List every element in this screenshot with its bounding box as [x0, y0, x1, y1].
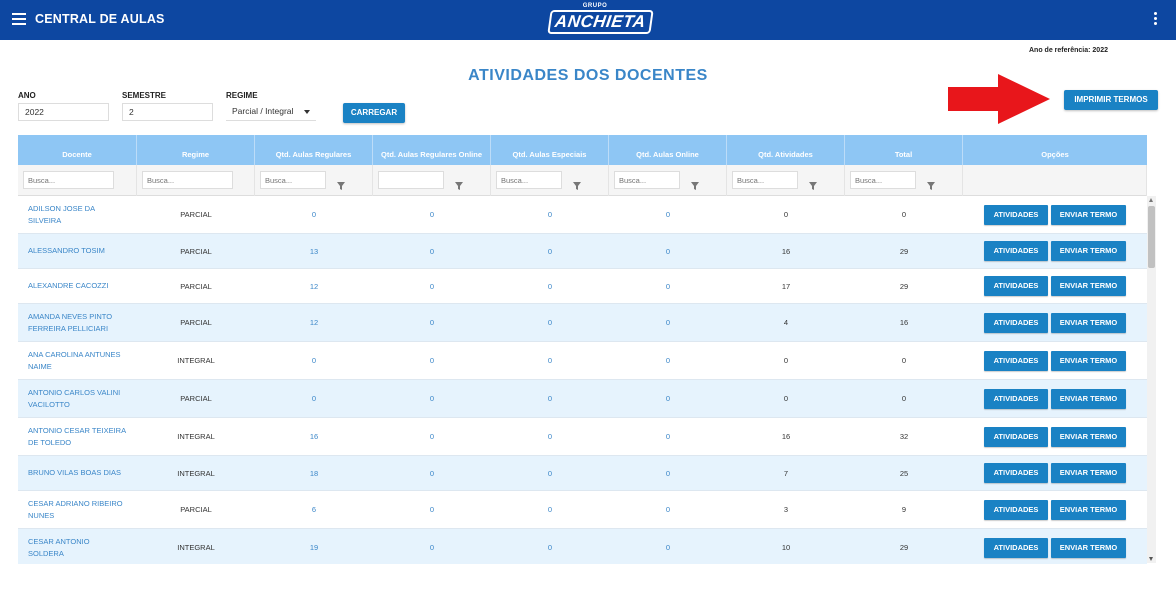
cell-qtd-aulas-regulares[interactable]: 12: [309, 281, 319, 291]
search-input-regime[interactable]: [142, 171, 233, 189]
cell-total: 29: [899, 281, 909, 291]
cell-qtd-aulas-especiais[interactable]: 0: [547, 356, 553, 365]
enviar-termo-button[interactable]: ENVIAR TERMO: [1051, 538, 1126, 558]
cell-qtd-aulas-regulares-online[interactable]: 0: [429, 318, 435, 327]
cell-qtd-aulas-especiais[interactable]: 0: [547, 543, 553, 552]
imprimir-termos-button[interactable]: IMPRIMIR TERMOS: [1064, 90, 1158, 110]
cell-opcoes: [963, 234, 1147, 268]
cell-qtd-atividades: 0: [783, 394, 789, 403]
table-row: [18, 342, 1147, 380]
atividades-button[interactable]: ATIVIDADES: [984, 313, 1048, 333]
cell-qtd-aulas-online[interactable]: 0: [665, 432, 671, 441]
cell-opcoes: [963, 269, 1147, 303]
enviar-termo-button[interactable]: ENVIAR TERMO: [1051, 205, 1126, 225]
cell-qtd-atividades: 16: [781, 432, 791, 441]
column-header-opcoes[interactable]: [963, 135, 1147, 165]
column-header-docente[interactable]: [18, 135, 137, 165]
column-header-label: Opções: [1041, 150, 1069, 159]
cell-qtd-atividades: 3: [783, 505, 789, 514]
column-header-label: Qtd. Aulas Regulares Online: [381, 150, 482, 159]
atividades-button[interactable]: ATIVIDADES: [984, 500, 1048, 520]
cell-docente[interactable]: BRUNO VILAS BOAS DIAS: [28, 468, 121, 477]
cell-total: 16: [899, 318, 909, 327]
cell-opcoes: [963, 418, 1147, 455]
table-row: [18, 380, 1147, 418]
filter-cell-docente: [18, 165, 137, 196]
enviar-termo-button[interactable]: ENVIAR TERMO: [1051, 241, 1126, 261]
semestre-label: SEMESTRE: [122, 91, 167, 100]
column-header-qtd-aulas-regulares[interactable]: [255, 135, 373, 165]
logo-small-text: GRUPO: [582, 3, 608, 9]
cell-regime: INTEGRAL: [177, 356, 215, 365]
filter-cell-qtd-aulas-regulares: [255, 165, 373, 196]
cell-qtd-aulas-online[interactable]: 0: [665, 281, 671, 291]
search-input-qtd-aulas-regulares[interactable]: [260, 171, 326, 189]
cell-qtd-aulas-especiais[interactable]: 0: [547, 432, 553, 441]
reference-year: Ano de referência: 2022: [1029, 47, 1108, 54]
cell-qtd-aulas-regulares-online[interactable]: 0: [429, 543, 435, 552]
cell-qtd-aulas-especiais[interactable]: 0: [547, 505, 553, 514]
column-header-label: Total: [894, 150, 913, 159]
filter-cell-qtd-aulas-online: [609, 165, 727, 196]
table-row: [18, 491, 1147, 529]
cell-opcoes: [963, 304, 1147, 341]
cell-total: 25: [899, 468, 909, 478]
search-input-qtd-atividades[interactable]: [732, 171, 798, 189]
cell-qtd-aulas-especiais[interactable]: 0: [547, 394, 553, 403]
filter-cell-total: [845, 165, 963, 196]
cell-qtd-aulas-regulares[interactable]: 19: [309, 543, 319, 552]
cell-qtd-aulas-regulares-online[interactable]: 0: [429, 394, 435, 403]
cell-qtd-aulas-online[interactable]: 0: [665, 210, 671, 219]
column-header-label: Qtd. Aulas Online: [636, 150, 699, 159]
cell-regime: INTEGRAL: [177, 432, 215, 441]
cell-qtd-aulas-regulares-online[interactable]: 0: [429, 432, 435, 441]
table-scrollbar[interactable]: [1147, 196, 1156, 563]
cell-docente[interactable]: ANTONIO CESAR TEIXEIRA DE TOLEDO: [28, 425, 126, 447]
enviar-termo-button[interactable]: ENVIAR TERMO: [1051, 500, 1126, 520]
cell-qtd-aulas-regulares[interactable]: 0: [311, 356, 317, 365]
filter-cell-opcoes: [963, 165, 1147, 196]
cell-qtd-aulas-regulares-online[interactable]: 0: [429, 246, 435, 256]
column-header-qtd-aulas-online[interactable]: [609, 135, 727, 165]
atividades-button[interactable]: ATIVIDADES: [984, 241, 1048, 261]
cell-qtd-atividades: 7: [783, 468, 789, 478]
enviar-termo-button[interactable]: ENVIAR TERMO: [1051, 351, 1126, 371]
semestre-input[interactable]: 2: [122, 103, 213, 121]
cell-regime: PARCIAL: [180, 318, 212, 327]
cell-qtd-atividades: 0: [783, 356, 789, 365]
cell-qtd-aulas-online[interactable]: 0: [665, 505, 671, 514]
cell-qtd-atividades: 16: [781, 246, 791, 256]
grupo-anchieta-logo: [549, 2, 647, 36]
atividades-button[interactable]: ATIVIDADES: [984, 538, 1048, 558]
table-row: [18, 418, 1147, 456]
cell-total: 0: [901, 210, 907, 219]
cell-qtd-aulas-especiais[interactable]: 0: [547, 246, 553, 256]
docentes-table: [18, 135, 1157, 564]
logo-main-text: ANCHIETA: [547, 10, 653, 34]
cell-regime: PARCIAL: [180, 246, 212, 256]
cell-qtd-aulas-online[interactable]: 0: [665, 394, 671, 403]
column-header-regime[interactable]: [137, 135, 255, 165]
enviar-termo-button[interactable]: ENVIAR TERMO: [1051, 389, 1126, 409]
cell-qtd-aulas-online[interactable]: 0: [665, 318, 671, 327]
enviar-termo-button[interactable]: ENVIAR TERMO: [1051, 463, 1126, 483]
filter-icon[interactable]: [691, 177, 699, 185]
cell-total: 9: [901, 505, 907, 514]
enviar-termo-button[interactable]: ENVIAR TERMO: [1051, 427, 1126, 447]
filter-icon[interactable]: [455, 177, 463, 185]
search-input-qtd-aulas-especiais[interactable]: [496, 171, 562, 189]
cell-qtd-aulas-regulares[interactable]: 18: [309, 468, 319, 478]
table-row: [18, 269, 1147, 304]
table-row: [18, 529, 1147, 564]
column-header-total[interactable]: [845, 135, 963, 165]
cell-qtd-aulas-online[interactable]: 0: [665, 356, 671, 365]
search-input-qtd-aulas-regulares-online[interactable]: [378, 171, 444, 189]
cell-regime: INTEGRAL: [177, 468, 215, 478]
scroll-up-icon[interactable]: [1149, 198, 1153, 202]
cell-docente[interactable]: CESAR ANTONIO SOLDERA: [28, 536, 90, 558]
cell-qtd-atividades: 0: [783, 210, 789, 219]
cell-qtd-aulas-online[interactable]: 0: [665, 246, 671, 256]
table-body: [18, 196, 1147, 564]
cell-qtd-atividades: 4: [783, 318, 789, 327]
cell-qtd-aulas-regulares-online[interactable]: 0: [429, 210, 435, 219]
table-filter-row: [18, 165, 1147, 196]
column-header-label: Regime: [181, 150, 210, 159]
cell-qtd-aulas-regulares-online[interactable]: 0: [429, 281, 435, 291]
table-row: [18, 304, 1147, 342]
atividades-button[interactable]: ATIVIDADES: [984, 351, 1048, 371]
cell-total: 29: [899, 543, 909, 552]
top-app-bar: [0, 0, 1176, 40]
atividades-button[interactable]: ATIVIDADES: [984, 205, 1048, 225]
cell-total: 0: [901, 394, 907, 403]
cell-opcoes: [963, 491, 1147, 528]
cell-qtd-atividades: 17: [781, 281, 791, 291]
cell-qtd-aulas-online[interactable]: 0: [665, 543, 671, 552]
table-header: [18, 135, 1147, 165]
cell-regime: PARCIAL: [180, 505, 212, 514]
cell-regime: PARCIAL: [180, 210, 212, 219]
filter-cell-qtd-atividades: [727, 165, 845, 196]
page-title: ATIVIDADES DOS DOCENTES: [468, 67, 708, 84]
cell-docente[interactable]: AMANDA NEVES PINTO FERREIRA PELLICIARI: [28, 311, 113, 333]
atividades-button[interactable]: ATIVIDADES: [984, 463, 1048, 483]
cell-docente[interactable]: ALEXANDRE CACOZZI: [28, 281, 109, 290]
atividades-button[interactable]: ATIVIDADES: [984, 427, 1048, 447]
cell-docente[interactable]: ADILSON JOSE DA SILVEIRA: [28, 203, 95, 225]
scroll-down-icon[interactable]: [1149, 557, 1153, 561]
cell-regime: PARCIAL: [180, 394, 212, 403]
column-header-label: Docente: [62, 150, 92, 159]
cell-opcoes: [963, 456, 1147, 490]
cell-opcoes: [963, 380, 1147, 417]
regime-select-value: Parcial / Integral: [232, 106, 294, 116]
cell-qtd-aulas-regulares[interactable]: 12: [309, 318, 319, 327]
cell-docente[interactable]: ANA CAROLINA ANTUNES NAIME: [28, 349, 121, 371]
cell-qtd-aulas-regulares-online[interactable]: 0: [429, 468, 435, 478]
search-input-total[interactable]: [850, 171, 916, 189]
table-row: [18, 456, 1147, 491]
atividades-button[interactable]: ATIVIDADES: [984, 389, 1048, 409]
table-row: [18, 234, 1147, 269]
enviar-termo-button[interactable]: ENVIAR TERMO: [1051, 313, 1126, 333]
ano-label: ANO: [18, 91, 36, 100]
cell-qtd-aulas-online[interactable]: 0: [665, 468, 671, 478]
table-row: [18, 196, 1147, 234]
cell-opcoes: [963, 196, 1147, 233]
hamburger-menu-icon[interactable]: [12, 13, 26, 25]
carregar-button[interactable]: CARREGAR: [343, 103, 405, 123]
cell-qtd-aulas-regulares[interactable]: 0: [311, 394, 317, 403]
filter-cell-regime: [137, 165, 255, 196]
cell-qtd-aulas-especiais[interactable]: 0: [547, 318, 553, 327]
cell-qtd-aulas-especiais[interactable]: 0: [547, 281, 553, 291]
atividades-button[interactable]: ATIVIDADES: [984, 276, 1048, 296]
cell-qtd-aulas-regulares-online[interactable]: 0: [429, 356, 435, 365]
ano-input[interactable]: 2022: [18, 103, 109, 121]
column-header-label: Qtd. Atividades: [758, 150, 813, 159]
filter-icon[interactable]: [809, 177, 817, 185]
filter-icon[interactable]: [927, 177, 935, 185]
filter-icon[interactable]: [337, 177, 345, 185]
cell-docente[interactable]: CESAR ADRIANO RIBEIRO NUNES: [28, 498, 123, 520]
cell-qtd-aulas-regulares[interactable]: 0: [311, 210, 317, 219]
cell-opcoes: [963, 529, 1147, 564]
column-header-label: Qtd. Aulas Especiais: [512, 150, 587, 159]
column-header-qtd-aulas-regulares-online[interactable]: [373, 135, 491, 165]
filter-icon[interactable]: [573, 177, 581, 185]
cell-opcoes: [963, 342, 1147, 379]
cell-qtd-atividades: 10: [781, 543, 791, 552]
cell-regime: PARCIAL: [180, 281, 212, 291]
cell-qtd-aulas-regulares[interactable]: 13: [309, 246, 319, 256]
kebab-menu-icon[interactable]: [1154, 12, 1158, 26]
column-header-qtd-aulas-especiais[interactable]: [491, 135, 609, 165]
cell-total: 29: [899, 246, 909, 256]
cell-total: 0: [901, 356, 907, 365]
cell-docente[interactable]: ALESSANDRO TOSIM: [28, 246, 105, 255]
filter-cell-qtd-aulas-regulares-online: [373, 165, 491, 196]
column-header-qtd-atividades[interactable]: [727, 135, 845, 165]
cell-qtd-aulas-regulares-online[interactable]: 0: [429, 505, 435, 514]
regime-label: REGIME: [226, 91, 258, 100]
red-arrow-icon: [946, 74, 1050, 124]
scrollbar-thumb[interactable]: [1148, 206, 1155, 268]
cell-qtd-aulas-regulares[interactable]: 6: [311, 505, 317, 514]
regime-select[interactable]: [226, 103, 316, 121]
cell-qtd-aulas-especiais[interactable]: 0: [547, 468, 553, 478]
column-header-label: Qtd. Aulas Regulares: [275, 150, 352, 159]
cell-total: 32: [899, 432, 909, 441]
search-input-docente[interactable]: [23, 171, 114, 189]
app-title: CENTRAL DE AULAS: [35, 12, 165, 26]
filter-cell-qtd-aulas-especiais: [491, 165, 609, 196]
enviar-termo-button[interactable]: ENVIAR TERMO: [1051, 276, 1126, 296]
search-input-qtd-aulas-online[interactable]: [614, 171, 680, 189]
cell-docente[interactable]: ANTONIO CARLOS VALINI VACILOTTO: [28, 387, 121, 409]
cell-regime: INTEGRAL: [177, 543, 215, 552]
chevron-down-icon: [304, 110, 310, 114]
cell-qtd-aulas-especiais[interactable]: 0: [547, 210, 553, 219]
cell-qtd-aulas-regulares[interactable]: 16: [309, 432, 319, 441]
